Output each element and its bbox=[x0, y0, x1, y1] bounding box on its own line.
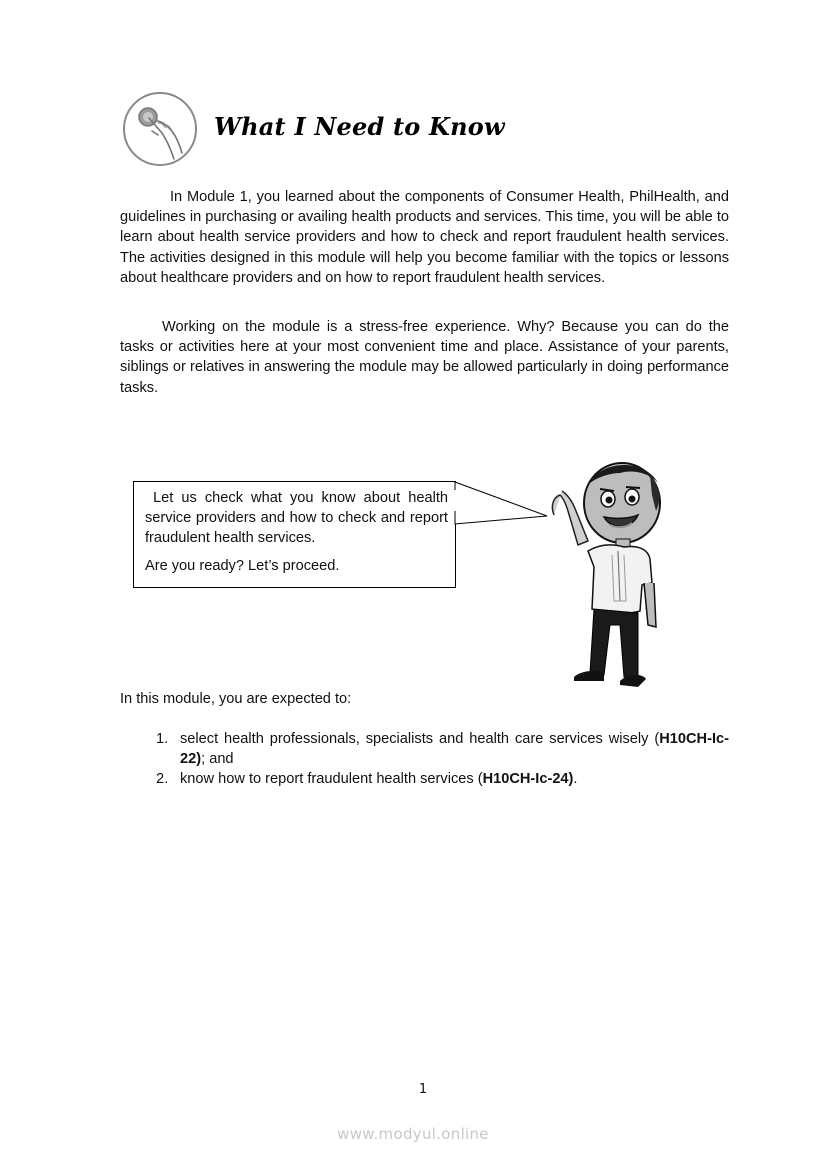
objective-number: 2. bbox=[156, 771, 169, 788]
speech-bubble-prompt: Are you ready? Let’s proceed. bbox=[145, 558, 340, 574]
objective-text-end: ; and bbox=[201, 751, 234, 768]
pointing-hand-icon bbox=[122, 91, 198, 167]
speech-bubble-text bbox=[145, 488, 448, 549]
competency-code: H10CH-Ic-24) bbox=[482, 771, 574, 788]
section-title: What I Need to Know bbox=[214, 112, 505, 141]
page-number: 1 bbox=[418, 1082, 428, 1097]
objectives-list bbox=[120, 729, 729, 790]
speech-bubble bbox=[133, 481, 456, 588]
objectives-intro: In this module, you are expected to: bbox=[120, 691, 352, 707]
paragraph-text: Working on the module is a stress-free experience. Why? Because you can do the tasks or activities here at your most convenient time and place. Assistance of your parents, siblings or relatives in answering the module may be allowed particularly in doing performance tasks. bbox=[120, 319, 729, 396]
objective-item bbox=[120, 729, 729, 769]
objective-text: know how to report fraudulent health services ( bbox=[180, 771, 483, 788]
objective-item bbox=[120, 769, 729, 789]
intro-paragraph bbox=[120, 187, 729, 288]
speech-bubble-line: Let us check what you know about health service providers and how to check and report fraudulent health services. bbox=[145, 490, 448, 547]
watermark: www.modyul.online bbox=[337, 1125, 489, 1143]
paragraph-text: In Module 1, you learned about the components of Consumer Health, PhilHealth, and guidelines in purchasing or availing health products and services. This time, you will be able to learn about health service providers and how to check and report fraudulent health services. The activities designed in this module will help you become familiar with the topics or lessons about healthcare providers and on how to report fraudulent health services. bbox=[120, 189, 729, 286]
competency-code: H10CH-Ic-22) bbox=[180, 731, 729, 768]
objective-number: 1. bbox=[156, 731, 169, 747]
objective-text: select health professionals, specialists and health care services wisely ( bbox=[180, 731, 660, 747]
instructions-paragraph bbox=[120, 317, 729, 398]
objective-text-end: . bbox=[573, 771, 578, 788]
cartoon-boy-illustration bbox=[540, 455, 670, 687]
